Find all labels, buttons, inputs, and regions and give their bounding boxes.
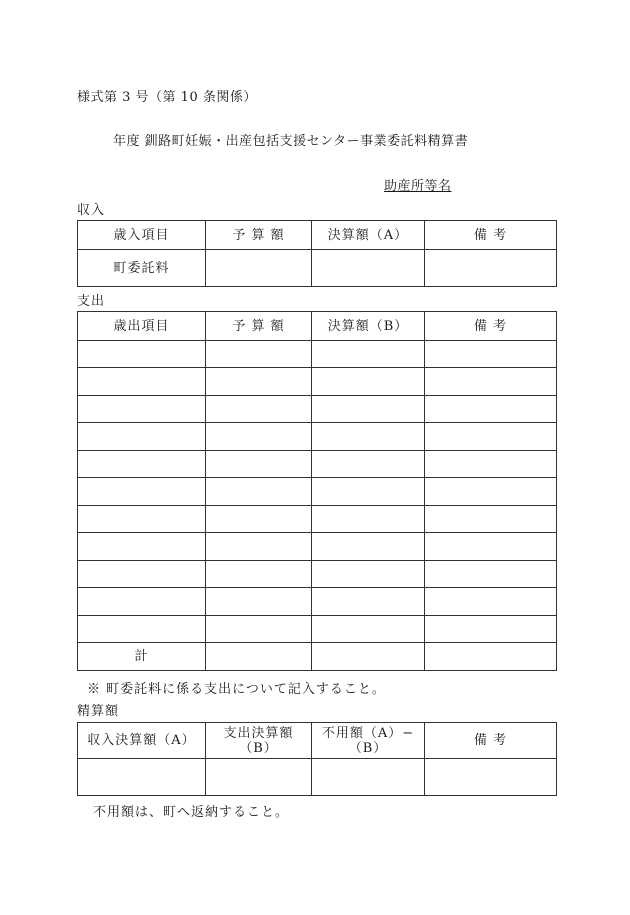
income-header-remarks: 備 考 (425, 221, 557, 250)
expenditure-settled-cell[interactable] (312, 368, 425, 396)
income-header-settled-a: 決算額（A） (312, 221, 425, 250)
expenditure-settled-cell[interactable] (312, 616, 425, 643)
expenditure-header-item: 歳出項目 (78, 312, 206, 341)
expenditure-total-settled-cell[interactable] (312, 643, 425, 671)
settlement-expenditure-cell[interactable] (206, 759, 312, 796)
expenditure-row (78, 368, 557, 396)
expenditure-settled-cell[interactable] (312, 451, 425, 478)
income-header-budget: 予 算 額 (206, 221, 312, 250)
expenditure-settled-cell[interactable] (312, 506, 425, 533)
expenditure-item-cell[interactable] (78, 368, 206, 396)
income-budget-cell[interactable] (206, 250, 312, 287)
settlement-unused-cell[interactable] (312, 759, 425, 796)
expenditure-budget-cell[interactable] (206, 561, 312, 588)
expenditure-remarks-cell[interactable] (425, 533, 557, 561)
settlement-header-unused: 不用額（A）− （B） (312, 723, 425, 759)
expenditure-item-cell[interactable] (78, 423, 206, 451)
expenditure-total-label: 計 (78, 643, 206, 671)
expenditure-item-cell[interactable] (78, 616, 206, 643)
expenditure-row (78, 561, 557, 588)
expenditure-budget-cell[interactable] (206, 478, 312, 506)
expenditure-settled-cell[interactable] (312, 423, 425, 451)
expenditure-settled-cell[interactable] (312, 588, 425, 616)
expenditure-remarks-cell[interactable] (425, 588, 557, 616)
income-header-item: 歳入項目 (78, 221, 206, 250)
income-section-label: 収入 (77, 203, 106, 218)
expenditure-remarks-cell[interactable] (425, 616, 557, 643)
expenditure-item-cell[interactable] (78, 478, 206, 506)
settlement-header-remarks: 備 考 (425, 723, 557, 759)
expenditure-item-cell[interactable] (78, 341, 206, 368)
income-remarks-cell[interactable] (425, 250, 557, 287)
expenditure-row (78, 588, 557, 616)
expenditure-row (78, 616, 557, 643)
expenditure-budget-cell[interactable] (206, 588, 312, 616)
expenditure-section-label: 支出 (77, 294, 106, 309)
expenditure-row (78, 341, 557, 368)
settlement-section-label: 精算額 (77, 704, 120, 719)
expenditure-remarks-cell[interactable] (425, 396, 557, 423)
expenditure-row (78, 533, 557, 561)
expenditure-row (78, 478, 557, 506)
expenditure-remarks-cell[interactable] (425, 423, 557, 451)
expenditure-row (78, 451, 557, 478)
expenditure-header-budget: 予 算 額 (206, 312, 312, 341)
expenditure-item-cell[interactable] (78, 506, 206, 533)
expenditure-row (78, 423, 557, 451)
expenditure-item-cell[interactable] (78, 533, 206, 561)
expenditure-note: ※ 町委託料に係る支出について記入すること。 (87, 682, 386, 697)
expenditure-budget-cell[interactable] (206, 368, 312, 396)
expenditure-table (77, 311, 557, 671)
income-header-row (78, 221, 557, 250)
expenditure-item-cell[interactable] (78, 561, 206, 588)
settlement-row (78, 759, 557, 796)
expenditure-budget-cell[interactable] (206, 451, 312, 478)
income-row (78, 250, 557, 287)
expenditure-header-settled-b: 決算額（B） (312, 312, 425, 341)
settlement-header-expenditure-b: 支出決算額 （B） (206, 723, 312, 759)
expenditure-settled-cell[interactable] (312, 396, 425, 423)
expenditure-budget-cell[interactable] (206, 506, 312, 533)
settlement-remarks-cell[interactable] (425, 759, 557, 796)
expenditure-total-remarks-cell[interactable] (425, 643, 557, 671)
income-table (77, 220, 557, 287)
expenditure-row (78, 396, 557, 423)
expenditure-item-cell[interactable] (78, 588, 206, 616)
expenditure-remarks-cell[interactable] (425, 341, 557, 368)
organization-name-label: 助産所等名 (384, 179, 452, 194)
expenditure-remarks-cell[interactable] (425, 561, 557, 588)
document-title: 年度 釧路町妊娠・出産包括支援センター事業委託料精算書 (113, 134, 469, 149)
expenditure-header-remarks: 備 考 (425, 312, 557, 341)
expenditure-total-budget-cell[interactable] (206, 643, 312, 671)
form-number: 様式第 3 号（第 10 条関係） (77, 90, 257, 105)
expenditure-budget-cell[interactable] (206, 423, 312, 451)
expenditure-settled-cell[interactable] (312, 561, 425, 588)
settlement-note: 不用額は、町へ返納すること。 (93, 805, 290, 820)
expenditure-remarks-cell[interactable] (425, 368, 557, 396)
expenditure-budget-cell[interactable] (206, 616, 312, 643)
expenditure-item-cell[interactable] (78, 396, 206, 423)
expenditure-budget-cell[interactable] (206, 396, 312, 423)
expenditure-remarks-cell[interactable] (425, 478, 557, 506)
expenditure-total-row (78, 643, 557, 671)
expenditure-row (78, 506, 557, 533)
expenditure-remarks-cell[interactable] (425, 451, 557, 478)
expenditure-settled-cell[interactable] (312, 533, 425, 561)
income-settled-cell[interactable] (312, 250, 425, 287)
expenditure-header-row (78, 312, 557, 341)
settlement-income-cell[interactable] (78, 759, 206, 796)
settlement-table (77, 722, 557, 796)
settlement-header-row (78, 723, 557, 759)
income-row-label: 町委託料 (78, 250, 206, 287)
expenditure-budget-cell[interactable] (206, 341, 312, 368)
settlement-header-income-a: 収入決算額（A） (78, 723, 206, 759)
expenditure-remarks-cell[interactable] (425, 506, 557, 533)
expenditure-budget-cell[interactable] (206, 533, 312, 561)
expenditure-settled-cell[interactable] (312, 478, 425, 506)
expenditure-item-cell[interactable] (78, 451, 206, 478)
expenditure-settled-cell[interactable] (312, 341, 425, 368)
